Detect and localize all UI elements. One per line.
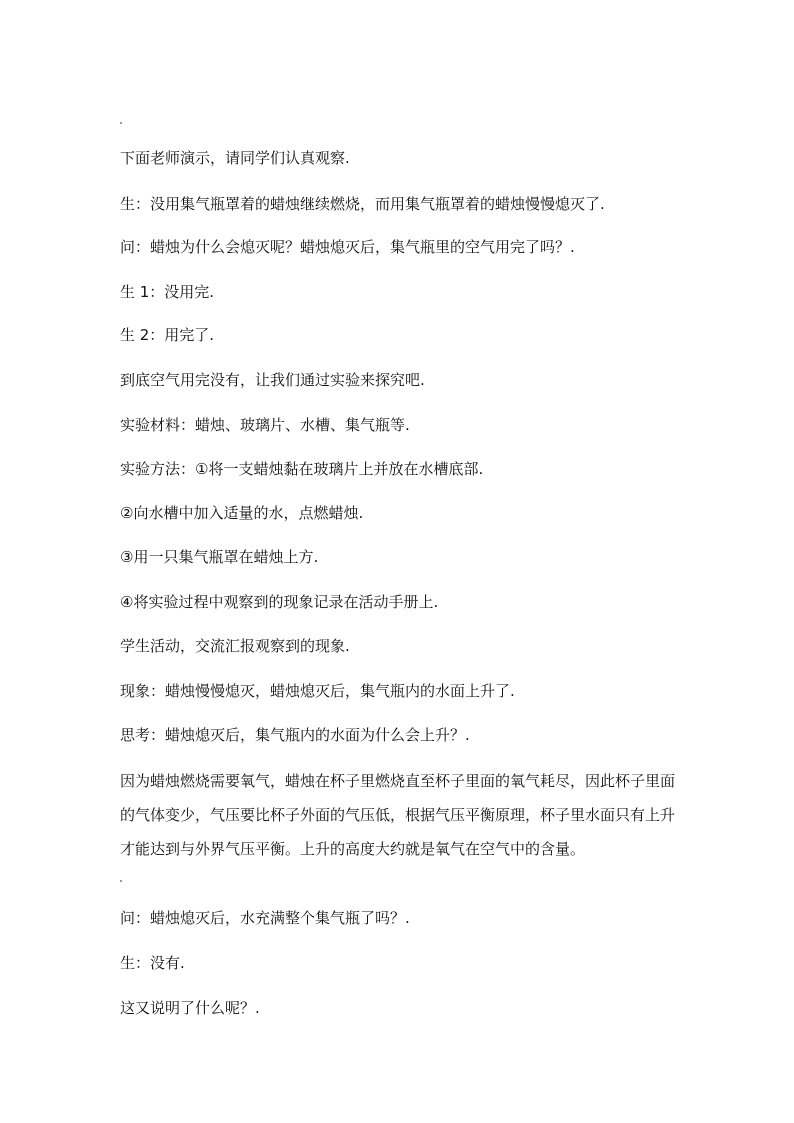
text-line-14: 思考：蜡烛熄灭后，集气瓶内的水面为什么会上升？.: [120, 726, 470, 744]
text-line-17: 这又说明了什么呢？.: [120, 999, 260, 1017]
text-line-5: 生 2：用完了.: [120, 326, 215, 344]
text-line-6: 到底空气用完没有，让我们通过实验来探究吧.: [120, 371, 425, 389]
text-line-10: ③用一只集气瓶罩在蜡烛上方.: [120, 548, 319, 566]
text-line-16: 生：没有.: [120, 954, 185, 972]
text-line-9: ②向水槽中加入适量的水，点燃蜡烛.: [120, 504, 364, 522]
explanation-paragraph: 因为蜡烛燃烧需要氧气，蜡烛在杯子里燃烧直至杯子里面的氧气耗尽，因此杯子里面的气体变少，气压要比杯子外面的气压低，根据气压平衡原理，杯子里水面只有上升才能达到与外界气压平衡。上升的高度大约就是氧气在空气中的含量。: [120, 772, 676, 858]
text-line-15: 问：蜡烛熄灭后，水充满整个集气瓶了吗？.: [120, 909, 410, 927]
text-line-8: 实验方法：①将一支蜡烛黏在玻璃片上并放在水槽底部.: [120, 460, 484, 478]
text-line-4: 生 1：没用完.: [120, 283, 215, 301]
text-line-3: 问：蜡烛为什么会熄灭呢？蜡烛熄灭后，集气瓶里的空气用完了吗？.: [120, 238, 575, 256]
text-line-13: 现象：蜡烛慢慢熄灭，蜡烛熄灭后，集气瓶内的水面上升了.: [120, 682, 515, 700]
text-line-12: 学生活动，交流汇报观察到的现象.: [120, 637, 350, 655]
format-mark-2: [120, 880, 122, 882]
format-mark: [120, 122, 122, 124]
text-line-7: 实验材料：蜡烛、玻璃片、水槽、集气瓶等.: [120, 416, 410, 434]
text-line-1: 下面老师演示，请同学们认真观察.: [120, 149, 350, 167]
text-line-11: ④将实验过程中观察到的现象记录在活动手册上.: [120, 593, 439, 611]
text-line-2: 生：没用集气瓶罩着的蜡烛继续燃烧，而用集气瓶罩着的蜡烛慢慢熄灭了.: [120, 195, 605, 213]
